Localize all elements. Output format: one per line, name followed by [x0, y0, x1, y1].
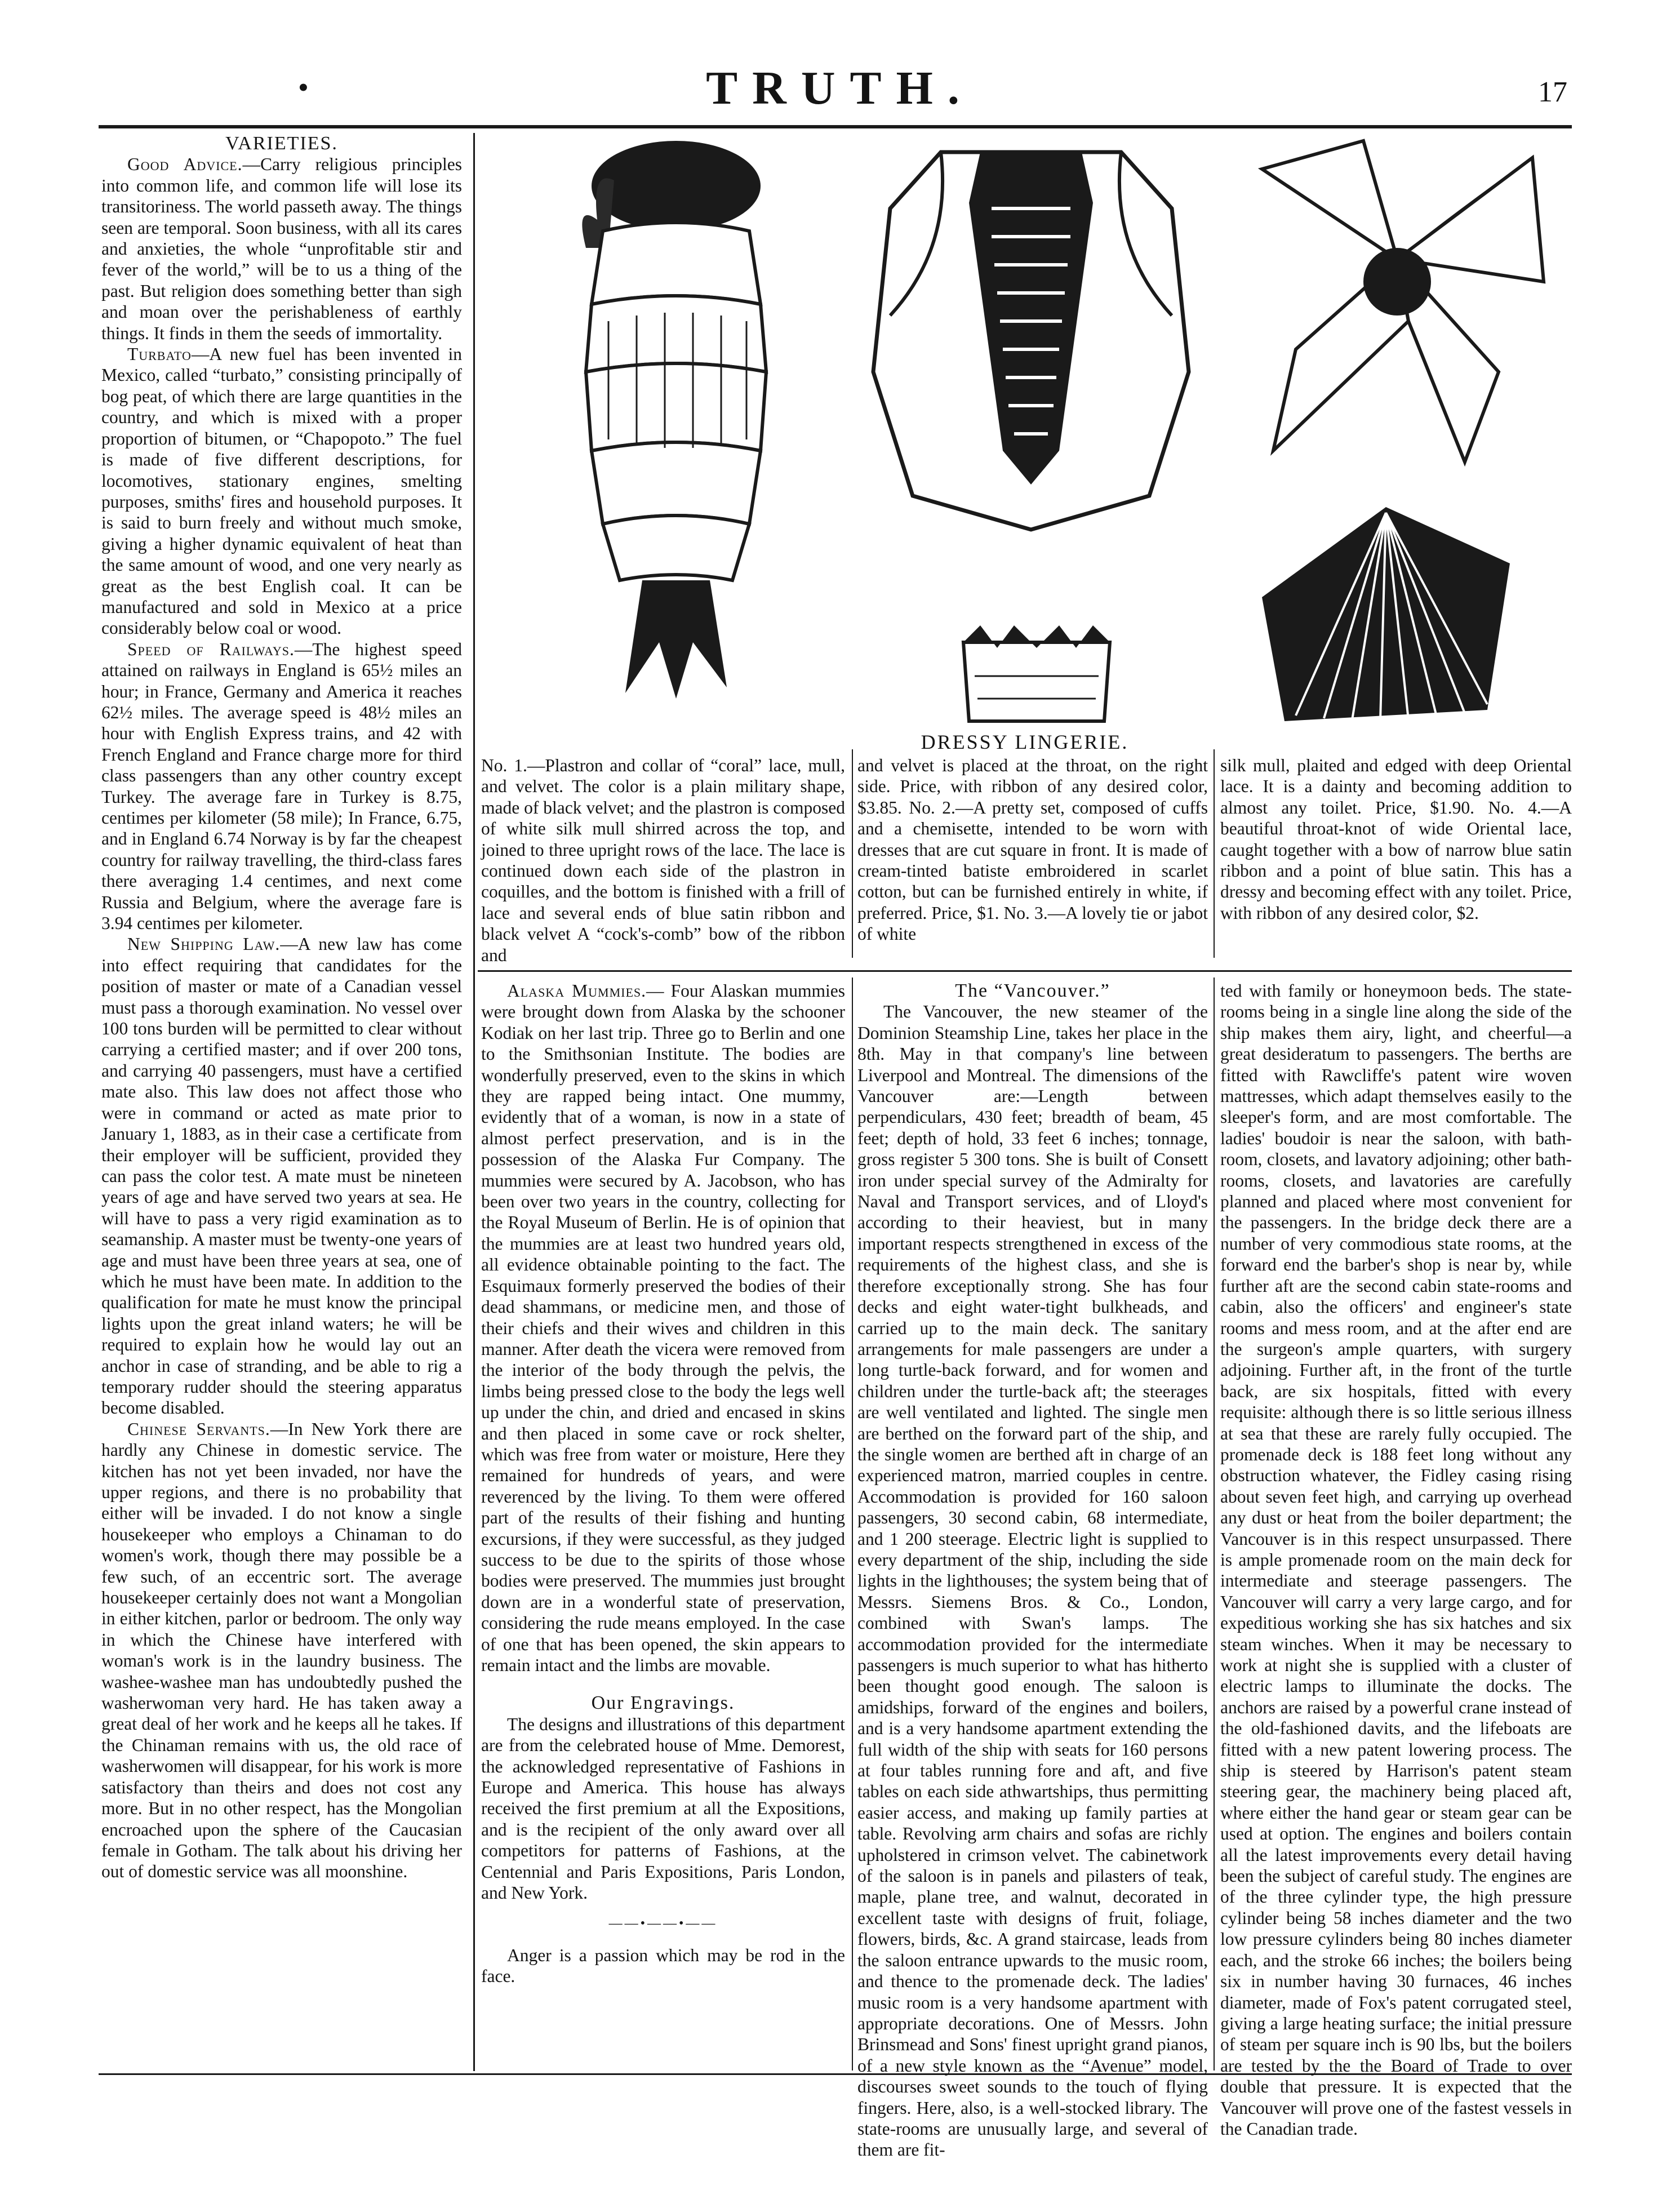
masthead-title: TRUTH.: [706, 62, 974, 114]
column-divider-left: [473, 133, 475, 2071]
article-our-engravings: The designs and illustrations of this department are from the celebrated house of Mme. Demorest, the acknowledged representative of Fashions in Europe and America. This house has always received the first premium at all the Expositions, and is the recipient of the only award over all competitors for patterns of Fashions, at the Centennial and Paris Expositions, Paris London, and New York.: [481, 1714, 845, 1903]
engravings-heading: Our Engravings.: [591, 1692, 735, 1714]
article-good-advice: Good Advice.—Carry religious principles into common life, and common life will lose its transitoriness. The world passeth away. The things seen are temporal. Soon business, with all its cares and anxieties, the whole “unprofitable stir and fever of the world,” will be to us a thing of the past. But religion does something better than sigh and moan over the perishableness of earthly things. It finds in them the seeds of immortality.: [101, 154, 462, 343]
vancouver-column-1: [857, 980, 1208, 2160]
vancouver-heading: The “Vancouver.”: [955, 980, 1110, 1001]
masthead-rule: [99, 125, 1572, 128]
varieties-column: [101, 133, 462, 2065]
bonnet-lace-illustration: [530, 135, 823, 704]
column-divider-mid: [852, 978, 853, 2071]
article-vancouver-part-1: The Vancouver, the new steamer of the Dominion Steamship Line, takes her place in the 8th. May in that company's line between Liverpool and Montreal. The dimensions of the Vancouver are:—Length between perpendiculars, 430 feet; breadth of beam, 45 feet; depth of hold, 33 feet 6 inches; tonnage, gross register 5 300 tons. She is built of Consett iron under special survey of the Admiralty for Naval and Transport services, and of Lloyd's according to their heaviest, but in many important respects strengthened in excess of the requirements of the highest class, and she is therefore exceptionally strong. She has four decks and eight water-tight bulkheads, and carried up to the main deck. The sanitary arrangements for male passengers are under a long turtle-back forward, and for women and children under the turtle-back aft; the steerages are well ventilated and lighted. The single men are berthed on the forward part of the ship, and the single women are berthed aft in charge of an experienced matron, married couples in centre. Accommodation is provided for 160 saloon passengers, 30 second cabin, 68 intermediate, and 1 200 steerage. Electric light is supplied to every department of the ship, including the side lights in the lighthouses; the system being that of Messrs. Siemens Bros. & Co., London, combined with Swan's lamps. The accommodation provided for the intermediate passengers is much superior to what has hitherto been thought good enough. The saloon is amidships, forward of the engines and boilers, and is a very handsome apartment extending the full width of the ship with seats for 160 persons at four tables running fore and aft, and five tables on each side athwartships, thus permitting easier access, and making up family parties at table. Revolving arm chairs and sofas are richly upholstered in crimson velvet. The cabinetwork of the saloon is in panels and pilasters of teak, maple, plane tree, and walnut, decorated in excellent taste with designs of fruit, foliage, flowers, birds, &c. A grand staircase, leads from the saloon entrance upwards to the music room, and thence to the promenade deck. The ladies' music room is a very handsome apartment with appropriate decorations. One of Messrs. John Brinsmead and Sons' finest upright grand pianos, of a new style known as the “Avenue” model, discourses sweet sounds to the touch of flying fingers. Here, also, is a well-stocked library. The state-rooms are unusually large, and several of them are fit-: [857, 1002, 1208, 2160]
lingerie-caption-2: and velvet is placed at the throat, on the right side. Price, with ribbon of any desired color, $3.85. No. 2.—A pretty set, composed of cuffs and a chemisette, intended to be worn with dresses that are cut square in front. It is made of cream-tinted batiste embroidered in scarlet cotton, but can be furnished entirely in white, if preferred. Price, $1. No. 3.—A lovely tie or jabot of white: [857, 756, 1208, 944]
masthead-bullet: •: [299, 73, 308, 103]
lingerie-divider-1: [852, 749, 853, 958]
column-divider-right: [1214, 978, 1215, 2071]
article-vancouver-part-2: ted with family or honeymoon beds. The state-rooms being in a single line along the side of the ship makes them airy, light, and cheerful—a great desideratum to passengers. The berths are fitted with Rawcliffe's patent wire woven mattresses, which adapt themselves easily to the sleeper's form, and are most comfortable. The ladies' boudoir is near the saloon, with bath-room, closets, and lavatory adjoining; other bath-rooms, closets, and lavatories are carefully planned and placed where most convenient for the passengers. In the bridge deck there are a number of very commodious state rooms, at the forward end the barber's shop is near by, while further aft are the second cabin state-rooms and cabin, also the officers' and engineer's state rooms and mess room, and at the after end are the surgeon's ample quarters, with surgery adjoining. Further aft, in the front of the turtle back, are six hospitals, fitted with every requisite: although there is so little serious illness at sea that these are rarely fully occupied. The promenade deck is 188 feet long without any obstruction whatever, the Fidley casing rising about seven feet high, and carrying up overhead any dust or heat from the boiler department; the Vancouver is in this respect unsurpassed. There is ample promenade room on the main deck for intermediate and steerage passengers. The Vancouver will carry a very large cargo, and for expeditious working she has six hatches and six steam winches. When it may be necessary to work at night she is supplied with a cluster of electric lamps to illuminate the docks. The anchors are raised by a powerful crane instead of the old-fashioned davits, and the lifeboats are fitted with a new patent lowering process. The ship is steered by Harrison's patent steam steering gear, the machinery being placed aft, where either the hand gear or steam gear can be used at option. The engines and boilers contain all the latest improvements every detail having been the subject of careful study. The engines are of the three cylinder type, the high pressure cylinder being 58 inches diameter and the two low pressure cylinders being 80 inches diameter each, and the stroke 66 inches; the boilers being six in number having 30 furnaces, 46 inches diameter, made of Fox's patent corrugated steel, giving a large heating surface; the initial pressure of steam per square inch is 90 lbs, but the boilers are tested by the the Board of Trade to over double that pressure. It is expected that the Vancouver will prove one of the fastest vessels in the Canadian trade.: [1220, 981, 1572, 2139]
lingerie-caption-1: No. 1.—Plastron and collar of “coral” lace, mull, and velvet. The color is a plain military shape, made of black velvet; and the plastron is composed of white silk mull shirred across the top, and joined to three upright rows of the lace. The lace is continued down each side of the plastron in coquilles, and the bottom is finished with a frill of lace and several ends of blue satin ribbon and black velvet A “cock's-comb” bow of the ribbon and: [481, 756, 845, 965]
article-new-shipping-law: New Shipping Law.—A new law has come into effect requiring that candidates for the position of master or mate of a Canadian vessel must pass a thorough examination. No vessel over 100 tons burden will be permitted to clear without carrying a certified master; and if over 200 tons, and carrying 40 passengers, must have a certified mate also. This law does not affect those who were in command or acted as mate prior to January 1, 1883, as in their case a certificate from their employer will be sufficient, provided they can pass the color test. A mate must be nineteen years of age and have served two years at sea. He will have to pass a very rigid examination as to seamanship. A master must be twenty-one years of age and must have been three years at sea, one of which he must have been mate. In addition to the qualification for mate he must know the principal lights upon the great inland waters; he will be required to explain how he would lay out an anchor in case of stranding, and be able to rig a temporary rudder should the steering apparatus become disabled.: [101, 934, 462, 1418]
article-speed-of-railways: Speed of Railways.—The highest speed attained on railways in England is 65½ miles an hour; in France, Germany and America it reaches 62½ miles. The average speed is 48½ miles an hour with English Express trains, and 42 with French England and France charge more for third class passengers than any other country except Turkey. The average fare in Turkey is 8.75, centimes per kilometer (58 mile); In France, 6.75, and in England 6.74 Norway is by far the cheapest country for railway travelling, the third-class fares there averaging 1.4 centimes, and next come Russia and Belgium, where the average fare is 3.94 centimes per kilometer.: [101, 639, 462, 934]
article-alaska-mummies: Alaska Mummies.— Four Alaskan mummies were brought down from Alaska by the schooner Kodiak on her last trip. Three go to Berlin and one to the Smithsonian Institute. The bodies are wonderfully preserved, even to the skins in which they are rapped being intact. One mummy, evidently that of a woman, is now in a state of almost perfect preservation, and is in the possession of the Alaska Fur Company. The mummies were secured by A. Jacobson, who has been over two years in the country, collecting for the Royal Museum of Berlin. He is of opinion that the mummies are at least two hundred years old, all evidence obtainable pointing to the fact. The Esquimaux formerly preserved the bodies of their dead shammans, or medicine men, and those of their chiefs and their wives and children in this manner. After death the vicera were removed from the interior of the body through the pelvis, the limbs being pressed close to the body the legs well up under the chin, and dried and encased in skins and then placed in some cave or rock shelter, which was free from water or moisture, Here they remained for hundreds of years, and were reverenced by the living. To them were offered part of the results of their fishing and hunting excursions, if they were successful, as they judged success to be due to the spirits of those whose bodies were preserved. The mummies just brought down are in a wonderful state of preservation, considering the rude means employed. In the case of one that has been opened, the skin appears to remain intact and the limbs are movable.: [481, 981, 845, 1675]
lingerie-divider-2: [1214, 749, 1215, 958]
lingerie-heading: DRESSY LINGERIE.: [921, 731, 1129, 753]
article-chinese-servants: Chinese Servants.—In New York there are hardly any Chinese in domestic service. The kitchen has not yet been invaded, nor have the upper regions, and there is no probability that either will be invaded. I do not know a single housekeeper who employs a Chinaman to do women's work, though there may possible be a few such, of an eccentric sort. The average housekeeper certainly does not want a Mongolian in either kitchen, parlor or bedroom. The only way in which the Chinese have interfered with woman's work is in the laundry business. The washee-washee man has undoubtedly pushed the washerwoman very hard. He has taken away a great deal of her work and he keeps all he takes. If the Chinaman remains with us, the old race of washerwomen will disappear, for his work is more satisfactory than theirs and does not cost any more. But in no other respect, has the Mongolian encroached upon the sphere of the Caucasian female in Gotham. The talk about his driving her out of domestic service was all moonshine.: [101, 1419, 462, 1882]
cuff-illustration: [946, 620, 1127, 732]
varieties-heading: VARIETIES.: [225, 133, 338, 154]
lingerie-caption-3: silk mull, plaited and edged with deep Oriental lace. It is a dainty and becoming addition to almost any toilet. Price, $1.90. No. 4.—A beautiful throat-knot of wide Oriental lace, caught together with a bow of narrow blue satin ribbon and a point of blue satin. This has a dressy and becoming effect with any toilet. Price, with ribbon of any desired color, $2.: [1220, 756, 1572, 923]
page-number: 17: [1538, 76, 1567, 108]
throat-knot-illustration: [1228, 135, 1555, 473]
article-anger: Anger is a passion which may be rod in the face.: [481, 1945, 845, 1987]
collar-plastron-illustration: [856, 135, 1206, 541]
jabot-illustration: [1251, 496, 1521, 732]
alaska-column: [481, 980, 845, 2068]
article-turbato: Turbato—A new fuel has been invented in Mexico, called “turbato,” consisting principally of bog peat, of which there are large quantities in the country, and which is mixed with a proper proportion of bitumen, or “Chapopoto.” The fuel is made of five different descriptions, for locomotives, stationary engines, smelting purposes, smiths' fires and household purposes. It is said to burn freely and without much smoke, giving a higher dynamic equivalent of heat than the same amount of wood, and one very nearly as great as the best English coal. It can be manufactured and sold in Mexico at a price considerably below coal or wood.: [101, 344, 462, 638]
section-ornament: ——•——•——: [608, 1916, 718, 1931]
lingerie-bottom-rule: [478, 970, 1572, 972]
vancouver-column-2: [1220, 980, 1572, 2139]
